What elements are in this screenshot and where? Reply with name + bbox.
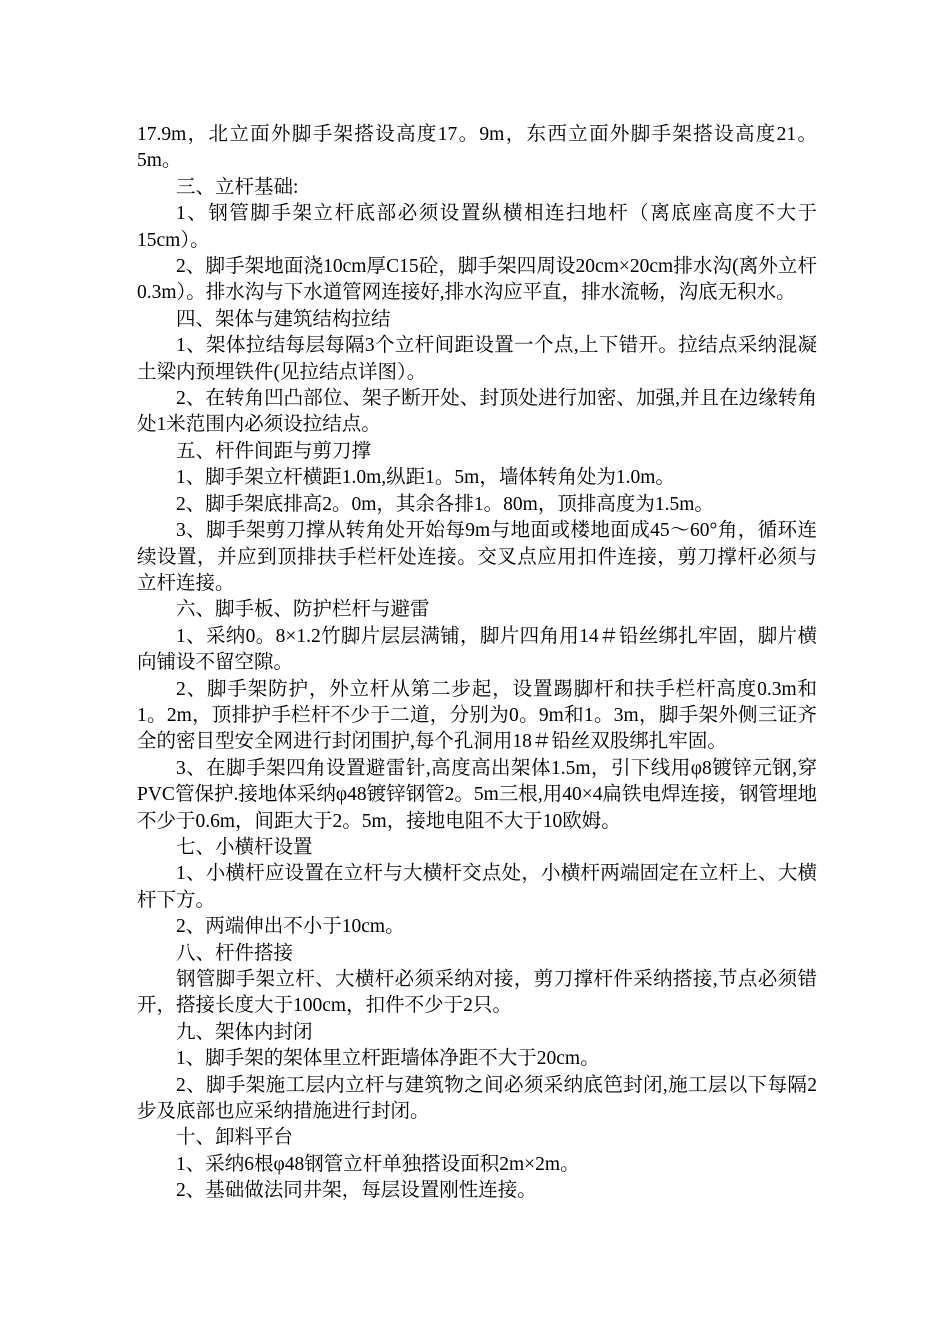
section-heading-10: 十、卸料平台 xyxy=(176,1127,294,1149)
paragraph: 2、两端伸出不小于10cm。 xyxy=(176,916,405,938)
paragraph: 钢管脚手架立杆、大横杆必须采纳对接，剪刀撑杆件采纳搭接,节点必须错开，搭接长度大于100cm，扣件不少于2只。 xyxy=(137,969,817,1017)
section-heading-9: 九、架体内封闭 xyxy=(176,1021,313,1043)
paragraph: 2、基础做法同井架，每层设置刚性连接。 xyxy=(176,1180,537,1202)
section-heading-4: 四、架体与建筑结构拉结 xyxy=(176,308,391,330)
paragraph: 1、脚手架立杆横距1.0m,纵距1。5m，墙体转角处为1.0m。 xyxy=(176,467,675,489)
paragraph: 3、在脚手架四角设置避雷针,高度高出架体1.5m，引下线用φ8镀锌元钢,穿PVC管保护.接地体采纳φ48镀锌钢管2。5m三根,用40×4扁铁电焊连接，钢管埋地不少于0.6m，间距大于2。5m，接地电阻不大于10欧姆。 xyxy=(137,757,817,832)
paragraph: 1、采纳0。8×1.2竹脚片层层满铺，脚片四角用14＃铅丝绑扎牢固，脚片横向铺设不留空隙。 xyxy=(137,625,817,674)
section-heading-6: 六、脚手板、防护栏杆与避雷 xyxy=(176,599,430,621)
paragraph: 2、脚手架地面浇10cm厚C15砼，脚手架四周设20cm×20cm排水沟(离外立杆0.3m）。排水沟与下水道管网连接好,排水沟应平直，排水流畅，沟底无积水。 xyxy=(137,256,817,304)
section-heading-7: 七、小横杆设置 xyxy=(176,836,313,858)
paragraph: 1、脚手架的架体里立杆距墙体净距不大于20cm。 xyxy=(176,1048,600,1070)
paragraph: 2、在转角凹凸部位、架子断开处、封顶处进行加密、加强,并且在边缘转角处1米范围内必须设拉结点。 xyxy=(137,388,817,436)
paragraph-heights: 17.9m，北立面外脚手架搭设高度17。9m，东西立面外脚手架搭设高度21。5m。 xyxy=(137,124,817,172)
paragraph: 2、脚手架施工层内立杆与建筑物之间必须采纳底笆封闭,施工层以下每隔2步及底部也应采纳措施进行封闭。 xyxy=(137,1074,817,1123)
section-heading-8: 八、杆件搭接 xyxy=(176,942,294,964)
paragraph: 1、钢管脚手架立杆底部必须设置纵横相连扫地杆（离底座高度不大于15cm）。 xyxy=(137,203,817,251)
document-body xyxy=(137,122,817,1205)
section-heading-3: 三、立杆基础: xyxy=(176,176,299,198)
paragraph: 1、小横杆应设置在立杆与大横杆交点处，小横杆两端固定在立杆上、大横杆下方。 xyxy=(137,863,817,911)
paragraph: 2、脚手架底排高2。0m，其余各排1。80m，顶排高度为1.5m。 xyxy=(176,493,714,515)
paragraph: 1、架体拉结每层每隔3个立杆间距设置一个点,上下错开。拉结点采纳混凝土梁内预埋铁件(见拉结点详图）。 xyxy=(137,335,817,383)
paragraph: 1、采纳6根φ48钢管立杆单独搭设面积2m×2m。 xyxy=(176,1153,580,1175)
paragraph: 2、脚手架防护，外立杆从第二步起，设置踢脚杆和扶手栏杆高度0.3m和1。2m，顶排护手栏杆不少于二道，分别为0。9m和1。3m，脚手架外侧三证齐全的密目型安全网进行封闭围护,每个孔洞用18＃铅丝双股绑扎牢固。 xyxy=(137,678,817,753)
paragraph: 3、脚手架剪刀撑从转角处开始每9m与地面或楼地面成45～60°角，循环连续设置，并应到顶排扶手栏杆处连接。交叉点应用扣件连接，剪刀撑杆必须与立杆连接。 xyxy=(137,520,817,594)
section-heading-5: 五、杆件间距与剪刀撑 xyxy=(176,440,372,462)
